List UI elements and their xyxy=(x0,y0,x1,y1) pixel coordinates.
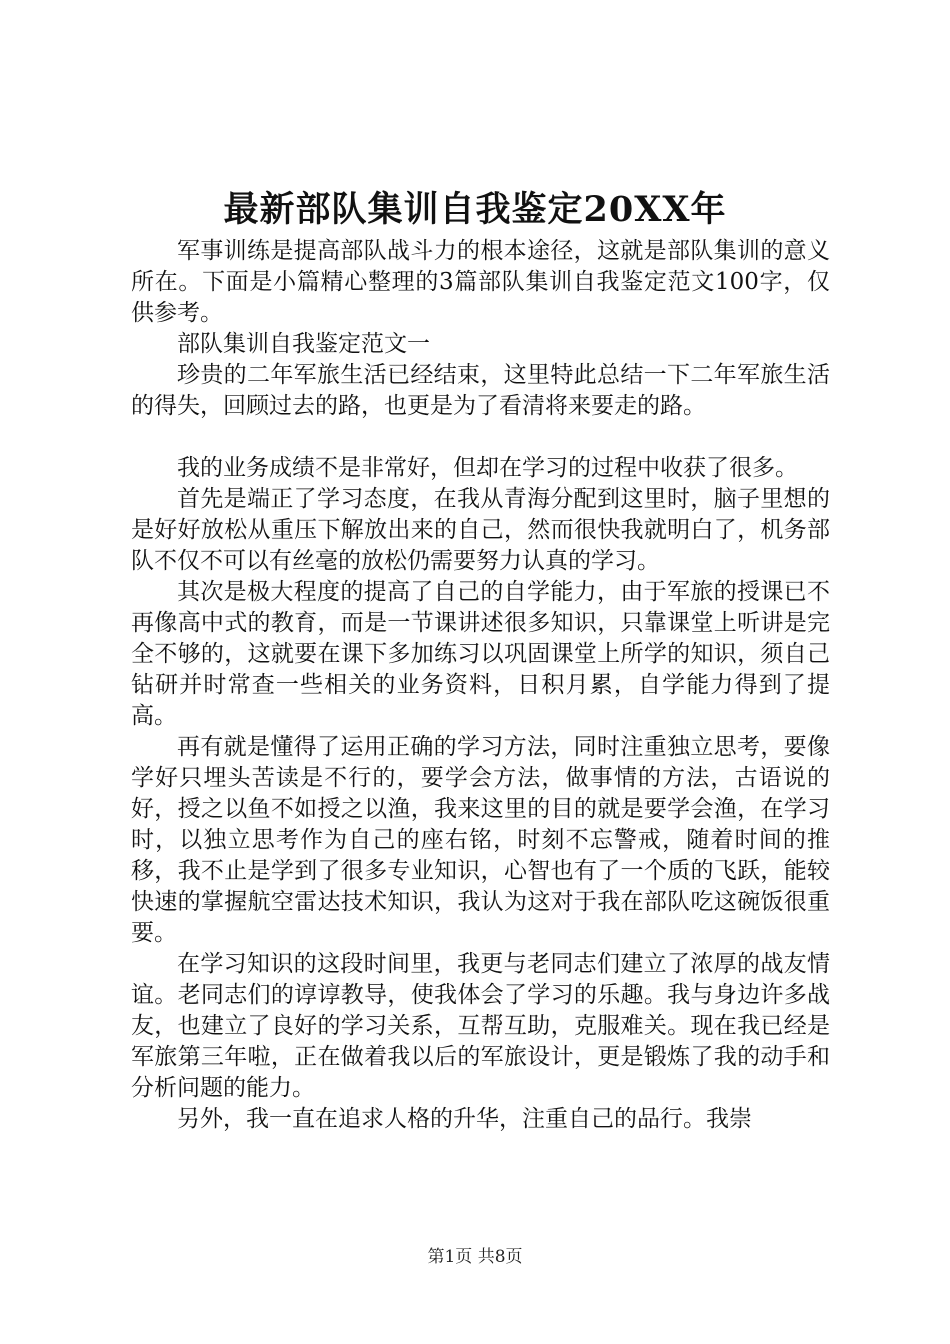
paragraph: 珍贵的二年军旅生活已经结束，这里特此总结一下二年军旅生活的得失，回顾过去的路，也更是为了看清将来要走的路。 xyxy=(131,362,830,419)
paragraph-section-heading: 部队集训自我鉴定范文一 xyxy=(177,331,430,357)
paragraph-intro: 军事训练是提高部队战斗力的根本途径，这就是部队集训的意义所在。下面是小篇精心整理的3篇部队集训自我鉴定范文100字，仅供参考。 xyxy=(131,238,830,326)
blank-line xyxy=(131,422,830,453)
document-title: 最新部队集训自我鉴定20XX年 xyxy=(223,189,727,230)
paragraph: 其次是极大程度的提高了自己的自学能力，由于军旅的授课已不再像高中式的教育，而是一节课讲述很多知识，只靠课堂上听讲是完全不够的，这就要在课下多加练习以巩固课堂上所学的知识，须自己钻研并时常查一些相关的业务资料，日积月累，自学能力得到了提高。 xyxy=(131,579,830,729)
paragraph: 再有就是懂得了运用正确的学习方法，同时注重独立思考，要像学好只埋头苦读是不行的，要学会方法，做事情的方法，古语说的好，授之以鱼不如授之以渔，我来这里的目的就是要学会渔，在学习时，以独立思考作为自己的座右铭，时刻不忘警戒，随着时间的推移，我不止是学到了很多专业知识，心智也有了一个质的飞跃，能较快速的掌握航空雷达技术知识，我认为这对于我在部队吃这碗饭很重要。 xyxy=(131,734,830,946)
document-body xyxy=(131,236,830,1135)
paragraph: 另外，我一直在追求人格的升华，注重自己的品行。我崇 xyxy=(177,1106,752,1132)
paragraph: 我的业务成绩不是非常好，但却在学习的过程中收获了很多。 xyxy=(177,455,798,481)
page-footer: 第1页 共8页 xyxy=(427,1247,523,1267)
paragraph: 在学习知识的这段时间里，我更与老同志们建立了浓厚的战友情谊。老同志们的谆谆教导，使我体会了学习的乐趣。我与身边许多战友，也建立了良好的学习关系，互帮互助，克服难关。现在我已经是军旅第三年啦，正在做着我以后的军旅设计，更是锻炼了我的动手和分析问题的能力。 xyxy=(131,951,830,1101)
paragraph: 首先是端正了学习态度，在我从青海分配到这里时，脑子里想的是好好放松从重压下解放出来的自己，然而很快我就明白了，机务部队不仅不可以有丝毫的放松仍需要努力认真的学习。 xyxy=(131,486,830,574)
